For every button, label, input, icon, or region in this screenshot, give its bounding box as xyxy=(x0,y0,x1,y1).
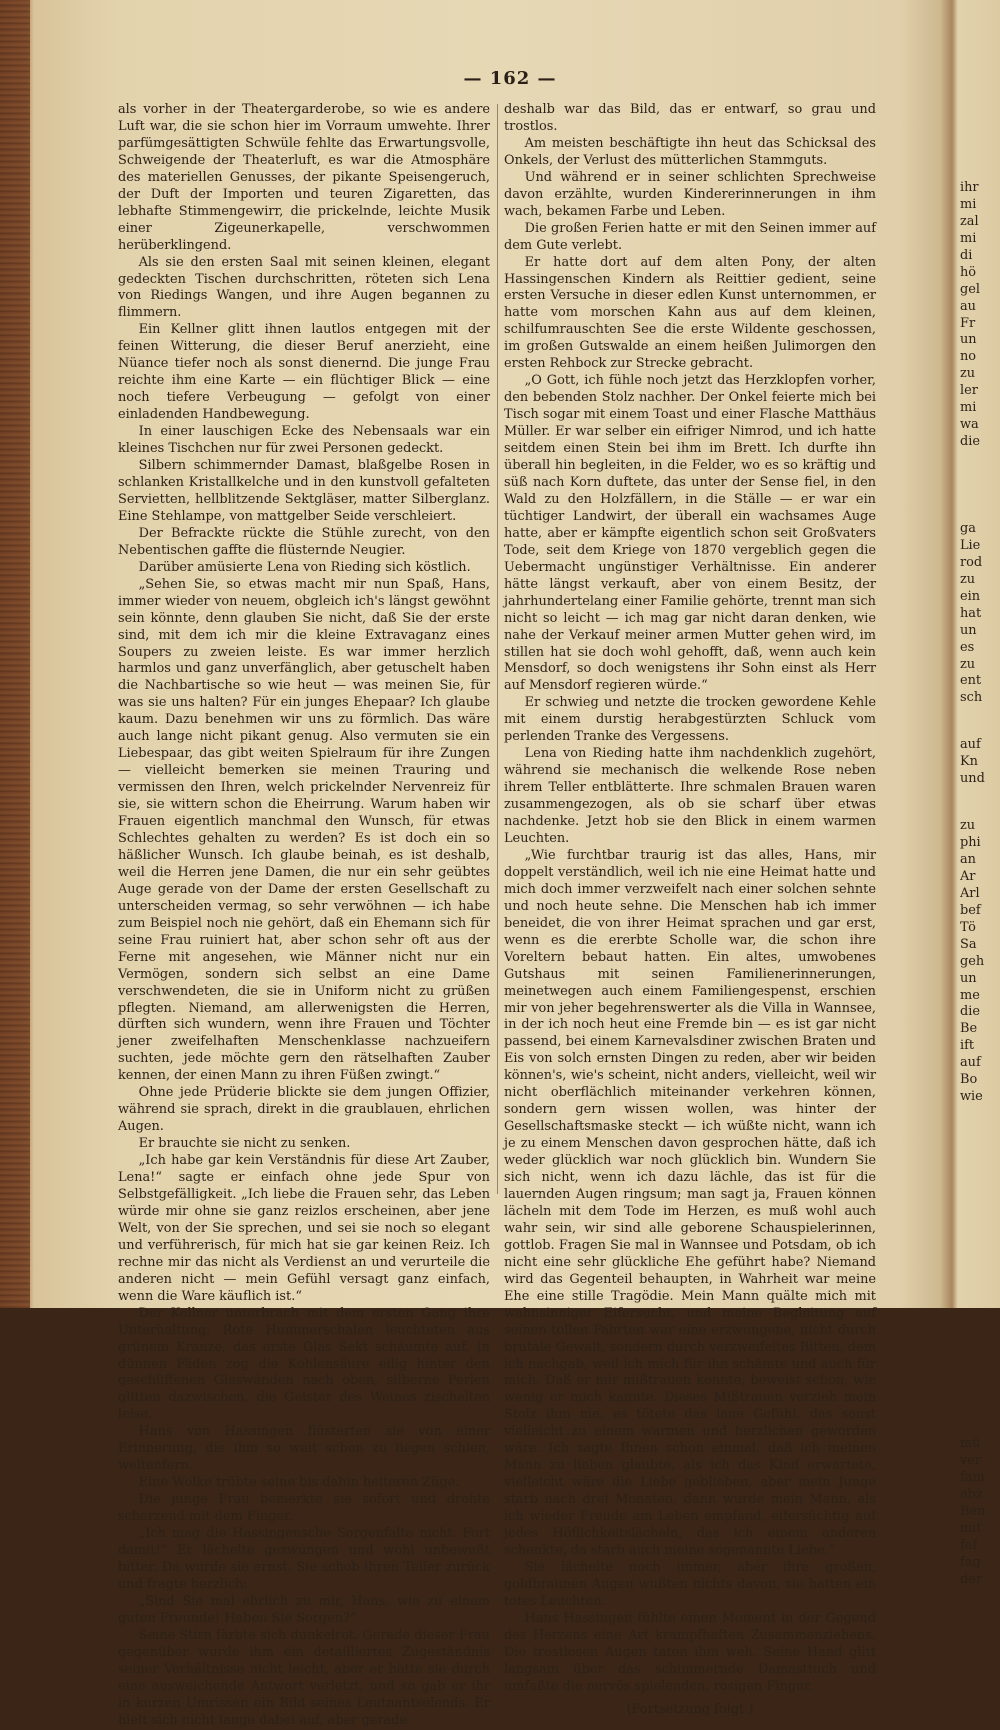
facing-page-fragment: un xyxy=(960,970,977,986)
facing-page-fragment: ift xyxy=(960,1038,975,1054)
paragraph: Er hatte dort auf dem alten Pony, der alten Hassingenschen Kindern als Reittier gedient, seine ersten Versuche in dieser edlen Kunst unternommen, er hatte vom morschen Kahn aus auf dem kleinen, schilfumrauschten See die erste Wildente geschossen, im großen Gutswalde an einem heißen Julimorgen den ersten Rehbock zur Strecke gebracht. xyxy=(504,254,876,372)
paragraph: Eine Wolke trübte seine bis dahin heiteren Züge. xyxy=(138,1475,460,1491)
column-divider xyxy=(497,104,498,1194)
facing-page-fragment: sch xyxy=(960,690,983,706)
paragraph: Hans Hassingen fühlte einen Moment in der Gegend des Herzens eine Art krampfhaften Zusammenziehens. Die trostlosen Augen taten ihm weh. Seine Hand glitt langsam über das schimmernde Damasttuch und umfaßte die nervös spielenden, rosigen Finger. xyxy=(504,1610,876,1694)
book-spine xyxy=(0,0,30,1308)
facing-page-fragment: bef xyxy=(960,902,981,918)
continuation-note: (Fortsetzung folgt.) xyxy=(626,1701,754,1717)
facing-page-fragment: und xyxy=(960,771,985,787)
facing-page-fragment: mi xyxy=(960,400,977,416)
facing-page-fragment: abz xyxy=(960,1486,983,1502)
facing-page-fragment: au xyxy=(960,298,976,314)
facing-page-fragment: die xyxy=(960,1004,981,1020)
paragraph: Als sie den ersten Saal mit seinen kleinen, elegant gedeckten Tischen durchschritten, röteten sich Lena von Riedings Wangen, und ihre Augen begannen zu flimmern. xyxy=(118,254,490,321)
paragraph: Und während er in seiner schlichten Sprechweise davon erzählte, wurden Kindererinnerungen in ihm wach, bekamen Farbe und Leben. xyxy=(504,169,876,219)
facing-page-fragment: mü xyxy=(960,1436,981,1452)
facing-page-fragment: rod xyxy=(960,554,983,570)
facing-page-fragment: phi xyxy=(960,835,981,851)
facing-page-fragment: wie xyxy=(960,1089,983,1105)
facing-page-fragment-group xyxy=(960,180,1000,451)
paragraph: „Ich habe gar kein Verständnis für diese Art Zauber, Lena!“ sagte er einfach ohne jede Spur von Selbstgefälligkeit. „Ich liebe die Frauen sehr, das Leben würde mir ohne sie ganz reizlos erscheinen, aber jene Welt, von der Sie sprechen, und sei sie noch so elegant und verführerisch, für mich hat sie gar keinen Reiz. Ich rechne mir das nicht als Verdienst an und verurteile die anderen nicht — mein Gefühl versagt ganz einfach, wenn die Ware käuflich ist.“ xyxy=(118,1153,490,1304)
facing-page-fragment: auf xyxy=(960,1055,981,1071)
right-column xyxy=(504,102,876,1719)
facing-page-fragment: hö xyxy=(960,264,977,280)
paragraph: Sie lächelte noch immer, aber ihre großen, goldbraunen Augen wußten nichts davon, sie hatten ein totes Leuchten. xyxy=(504,1559,876,1609)
facing-page-fragment: fef xyxy=(960,1537,978,1553)
paragraph: „Sind Sie mal ehrlich zu mir, Hans, wie zu einem guten Freunde! Haben Sie Sorgen?“ xyxy=(118,1593,490,1626)
paragraph: Der Kellner unterbrach mit dem ersten Gang ihre Unterhaltung. Rote Hummerschalen leuchteten aus grünem Kranze, das erste Glas Sekt schäumte auf. In dünnen Fäden zog die Kohlensäure eilig hinter den geschliffenen Glaswänden nach oben, silberne Perlen glitten dazwischen, die Geister des Weines zischelten leise. xyxy=(118,1305,490,1423)
facing-page-fragment: ver xyxy=(960,1453,982,1468)
facing-page-fragment: zal xyxy=(960,213,979,229)
facing-page-fragment: geh xyxy=(960,953,985,969)
facing-page-fragment: Ar xyxy=(960,868,976,884)
facing-page-fragment: un xyxy=(960,622,977,638)
facing-page-fragment: ga xyxy=(960,521,976,536)
paragraph: Lena von Rieding hatte ihm nachdenklich zugehört, während sie mechanisch die welkende Rose neben ihrem Teller entblätterte. Ihre schmalen Brauen waren zusammengezogen, als ob sie scharf über etwas nachdenke. Jetzt hob sie den Blick in einem warmen Leuchten. xyxy=(504,746,876,846)
paragraph: Silbern schimmernder Damast, blaßgelbe Rosen in schlanken Kristallkelche und in den kunstvoll gefalteten Servietten, hellblitzende Sektgläser, matter Silberglanz. Eine Stehlampe, von mattgelber Seide verschleiert. xyxy=(118,458,490,524)
facing-page-edge xyxy=(960,180,1000,1589)
paragraph: In einer lauschigen Ecke des Nebensaals war ein kleines Tischchen nur für zwei Personen gedeckt. xyxy=(118,424,490,457)
facing-page-fragment: Tö xyxy=(960,919,976,935)
paragraph: Hans von Hassingen flüsterten sie von einer Erinnerung, die ihm so weit schon zu liegen schien, weltenfern. xyxy=(118,1424,490,1474)
facing-page-fragment: Sa xyxy=(960,936,977,952)
facing-page-fragment: ler xyxy=(960,383,978,399)
facing-page-fragment-group xyxy=(960,737,1000,788)
facing-page-fragment: ein xyxy=(960,588,981,604)
facing-page-fragment: Arl xyxy=(960,885,980,901)
facing-page-fragment: wa xyxy=(960,417,979,433)
facing-page-fragment: fag xyxy=(960,1554,981,1570)
paragraph: „Sehen Sie, so etwas macht mir nun Spaß, Hans, immer wieder von neuem, obgleich ich's längst gewöhnt sein könnte, denn glauben Sie nicht, daß Sie der erste sind, mit dem ich mir die kleine Extravaganz eines Soupers zu zweien leiste. Es war immer herzlich harmlos und ganz unverfänglich, aber getuschelt haben die Nachbartische so wie heut — was meinen Sie, für was sie uns halten? Für ein junges Ehepaar? Ich glaube kaum. Dazu benehmen wir uns zu förmlich. Das wäre auch lange nicht pikant genug. Also vermuten sie ein Liebespaar, das gibt weiten Spielraum für ihre Zungen — vielleicht bemerken sie meinen Trauring und vermissen den Ihren, welch prickelnder Nervenreiz für sie, sie wittern schon die Eheirrung. Warum haben wir Frauen eigentlich manchmal den Wunsch, für etwas Schlechtes gehalten zu werden? Es ist doch ein so häßlicher Wunsch. Ich glaube beinah, es ist deshalb, weil die Herren jene Damen, die nur ein sehr geübtes Auge gerade von der Dame der ersten Gesellschaft zu unterscheiden vermag, so sehr verwöhnen — ich habe zum Beispiel noch nie gehört, daß ein Ehemann sich für seine Frau ruiniert hat, aber schon sehr oft aus der Ferne mit angesehen, wie Männer nicht nur ein Vermögen, sondern sich selbst an eine Dame verschwendeten, die sie in Uniform nicht zu grüßen pflegten. Niemand, am allerwenigsten die Herren, dürften sich wundern, wenn ihre Frauen und Töchter jener zweifelhaften Menschenklasse nachzueifern suchten, jede möchte gern den rätselhaften Zauber kennen, der einen Mann zu ihren Füßen zwingt.“ xyxy=(118,576,490,1084)
facing-page-fragment: Fr xyxy=(960,315,976,331)
facing-page-fragment: ent xyxy=(960,673,982,689)
facing-page-fragment: ihr xyxy=(960,180,979,195)
facing-page-fragment: gel xyxy=(960,281,981,297)
facing-page-fragment: die xyxy=(960,434,981,450)
facing-page-fragment: di xyxy=(960,247,973,263)
facing-page-fragment-group xyxy=(960,818,1000,1106)
paragraph: Am meisten beschäftigte ihn heut das Schicksal des Onkels, der Verlust des mütterlichen Stammguts. xyxy=(504,135,876,168)
facing-page-fragment: zu xyxy=(960,656,976,672)
paragraph: Ohne jede Prüderie blickte sie dem jungen Offizier, während sie sprach, direkt in die graublauen, ehrlichen Augen. xyxy=(118,1085,490,1135)
facing-page-fragment-group xyxy=(960,521,1000,707)
paragraph: „Ich mag die Hassingensche Sorgenfalte nicht. Fort damit!“ Er lächelte gezwungen und wohl unbewußt bitter. Da wurde sie ernst. Sie schob ihren Teller zurück und fragte herzlich: xyxy=(118,1526,490,1592)
page-number: — 162 — xyxy=(463,68,557,89)
facing-page-fragment: no xyxy=(960,349,977,365)
paragraph: Darüber amüsierte Lena von Rieding sich köstlich. xyxy=(138,559,471,575)
facing-page-fragment: zu xyxy=(960,571,976,587)
facing-page-fragment: Be xyxy=(960,1021,978,1037)
paragraph: Er schwieg und netzte die trocken gewordene Kehle mit einem durstig herabgestürzten Schluck vom perlenden Tranke des Vergessens. xyxy=(504,695,876,745)
paragraph: Die junge Frau bemerkte sie sofort und drohte scherzend mit dem Finger. xyxy=(118,1492,490,1525)
paragraph: deshalb war das Bild, das er entwarf, so grau und trostlos. xyxy=(504,102,876,134)
facing-page-fragment: Ben xyxy=(960,1503,986,1519)
paragraph: „Wie furchtbar traurig ist das alles, Hans, mir doppelt verständlich, weil ich nie eine Heimat hatte und mich doch immer verzweifelt nach einer solchen sehnte und noch heute sehne. Die Menschen hab ich immer beneidet, die von ihrer Heimat sprachen und gar erst, wenn es die ererbte Scholle war, die schon ihre Voreltern bebaut hatten. Ein altes, umwobenes Gutshaus mit seinen Familienerinnerungen, meinetwegen auch einem Familiengespenst, erschien mir von jeher begehrenswerter als die Villa in Wannsee, in der ich noch heut eine Fremde bin — es ist gar nicht passend, bei einem Karnevalsdiner zwischen Braten und Eis von solch ernsten Dingen zu reden, aber wir beiden können's, wie's scheint, nicht anders, vielleicht, weil wir nicht oberflächlich miteinander verkehren können, sondern gern wissen wollen, was hinter der Gesellschaftsmaske steckt — ich wüßte nicht, wann ich je zu einem Menschen davon gesprochen hätte, daß ich weder glücklich war noch glücklich bin. Wundern Sie sich nicht, wenn ich dazu lächle, das ist für die lauernden Augen ringsum; man sagt ja, Frauen können lächeln mit dem Tode im Herzen, es muß wohl auch wahr sein, wir sind alle geborene Schauspielerinnen, gottlob. Fragen Sie mal in Wannsee und Potsdam, ob ich nicht eine sehr glückliche Ehe geführt habe? Niemand wird das Gegenteil behaupten, in Wahrheit war meine Ehe eine stille Tragödie. Mein Mann quälte mich mit wahnsinniger Eifersucht, und meine Begleitung auf seinen tollen Fahrten war eine erzwungene, nicht durch brutale Gewalt, sondern durch verzweifeltes Bitten, dem ich nachgab, weil ich mich für ihn schämte und auch für mich. Daß er mir mißtrauen konnte, beweist schon, wie wenig er mich kannte. Dieses Mißtrauen verzieh mein Stolz ihm nie, es tötete das laue Gefühl, das sonst vielleicht zu einem warmen und herzlichen geworden wäre. Ich sagte Ihnen schon einmal, daß ich meinen Mann zu lieben glaubte, als ich das Kind erwartete, vielleicht wäre die Liebe geblieben, aber mein Junge starb nach drei Monaten, dann wurde mein Mann, als ich wieder Freude am Leben empfand, eifersüchtig auf jedes Höflichkeitslächeln, das ich einem anderen schenkte, da starb auch meine sogenannte Liebe.“ xyxy=(504,847,876,1559)
facing-page-fragment: auf xyxy=(960,737,981,753)
facing-page-fragment: an xyxy=(960,852,976,867)
paragraph: „O Gott, ich fühle noch jetzt das Herzklopfen vorher, den bebenden Stolz nachher. Der Onkel feierte mich bei Tisch sogar mit einem Toast und einer Flasche Matthäus Müller. Er war selber ein eifriger Nimrod, und ich hatte seitdem einen Stein bei ihm im Brett. Ich durfte ihn überall hin begleiten, in die Felder, wo es so kräftig und süß nach Korn duftete, das unter der Sense fiel, in den Wald zu den Holzfällern, in die Ställe — er war ein tüchtiger Landwirt, der überall ein wachsames Auge hatte, aber er kämpfte eigentlich schon seit Großvaters Tode, seit dem Kriege von 1870 vergeblich gegen die Uebermacht ungünstiger Verhältnisse. Ein anderer hätte längst verkauft, aber von einem Besitz, der jahrhundertelang einer Familie gehörte, trennt man sich nicht so leicht — ich mag gar nicht daran denken, wie nahe der Verkauf meiner armen Mutter gehen wird, im stillen hat sie doch wohl gehofft, daß, wenn auch kein Mensdorf, so doch wenigstens ihr Sohn einst als Herr auf Mensdorf regieren würde.“ xyxy=(504,373,876,694)
paragraph: Er brauchte sie nicht zu senken. xyxy=(138,1136,351,1152)
paragraph: als vorher in der Theatergarderobe, so wie es andere Luft war, die sie schon hier im Vorraum umwehte. Ihrer parfümgesättigten Schwüle fehlte das Erwartungsvolle, Schweigende der Theaterluft, es war die Atmosphäre des materiellen Genusses, der pikante Speisengeruch, der Duft der Importen und teuren Zigaretten, das lebhafte Stimmengewirr, die prickelnde, leichte Musik einer Zigeunerkapelle, verschwommen herüberklingend. xyxy=(118,102,490,253)
facing-page-fragment: zu xyxy=(960,818,976,834)
facing-page-fragment: un xyxy=(960,332,977,348)
facing-page-fragment: mi xyxy=(960,230,977,246)
facing-page-fragment: hat xyxy=(960,605,982,621)
facing-page-fragment: Lie xyxy=(960,537,981,553)
facing-page-fragment: me xyxy=(960,987,980,1003)
facing-page-fragment: der xyxy=(960,1571,983,1587)
facing-page-fragment-group xyxy=(960,1436,1000,1588)
facing-page-fragment: Bo xyxy=(960,1072,978,1088)
facing-page-fragment: Kn xyxy=(960,754,978,770)
facing-page-fragment: mit xyxy=(960,1520,982,1536)
paragraph: Ein Kellner glitt ihnen lautlos entgegen mit der feinen Witterung, die dieser Beruf anerzieht, eine Nüance tiefer noch als sonst dienernd. Die junge Frau reichte ihm eine Karte — ein flüchtiger Blick — eine noch tiefere Verbeugung — gefolgt von einer einladenden Handbewegung. xyxy=(118,322,490,423)
facing-page-fragment: es xyxy=(960,639,975,655)
paragraph: Seine Stirn färbte sich dunkelrot. Gerade dieser Frau gegenüber wurde ihm ein detailliertes Zugeständnis seiner Verhältnisse nicht leicht, aber er hätte sie durch eine ausweichende Antwort verletzt, und so gab er ihr in kurzen Umrissen ein Bild seines Leutnantselends. Er hielt sich nicht lange dabei auf, aber gerade xyxy=(118,1627,490,1728)
facing-page-fragment: mi xyxy=(960,196,977,212)
paragraph: Der Befrackte rückte die Stühle zurecht, von den Nebentischen gaffte die flüsternde Neugier. xyxy=(118,525,490,558)
paragraph: Die großen Ferien hatte er mit den Seinen immer auf dem Gute verlebt. xyxy=(504,220,876,253)
facing-page-fragment: zu xyxy=(960,366,976,382)
left-column xyxy=(118,102,490,1730)
facing-page-fragment: fam xyxy=(960,1469,985,1485)
